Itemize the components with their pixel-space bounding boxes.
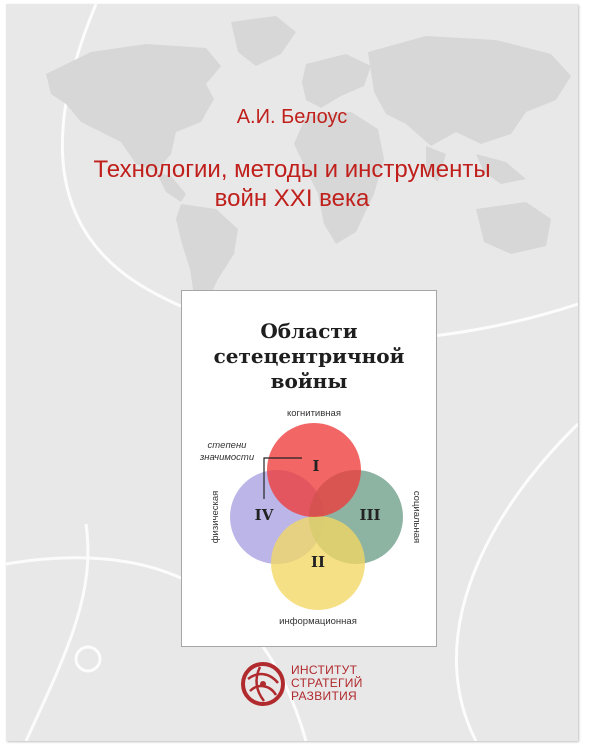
book-title-line: войн XXI века <box>214 185 370 212</box>
numeral-iii: III <box>359 506 381 524</box>
publisher-name-line: РАЗВИТИЯ <box>291 689 357 703</box>
label-physical: физическая <box>210 490 221 544</box>
author-name: А.И. Белоус <box>236 106 348 128</box>
publisher-name <box>291 664 363 703</box>
numeral-i: I <box>312 457 320 475</box>
numeral-ii: II <box>310 553 326 571</box>
diagram-title-line: сетецентричной <box>213 344 405 368</box>
diagram-panel <box>181 290 437 647</box>
book-title-line: Технологии, методы и инструменты <box>93 156 491 183</box>
book-cover <box>6 4 578 741</box>
label-informational: информационная <box>279 616 357 627</box>
note-line: значимости <box>199 452 255 463</box>
numeral-iv: IV <box>254 506 274 524</box>
label-social: социальная <box>411 490 422 544</box>
publisher-name-line: СТРАТЕГИЙ <box>291 676 363 690</box>
venn-diagram <box>182 291 436 646</box>
publisher-emblem-icon <box>240 661 286 707</box>
publisher-logo <box>240 661 380 709</box>
diagram-title-line: Области <box>260 319 358 343</box>
label-cognitive: когнитивная <box>287 408 341 419</box>
diagram-title-line: войны <box>270 369 348 393</box>
book-title <box>6 155 578 213</box>
note-line: степени <box>207 440 247 451</box>
publisher-name-line: ИНСТИТУТ <box>291 663 358 677</box>
